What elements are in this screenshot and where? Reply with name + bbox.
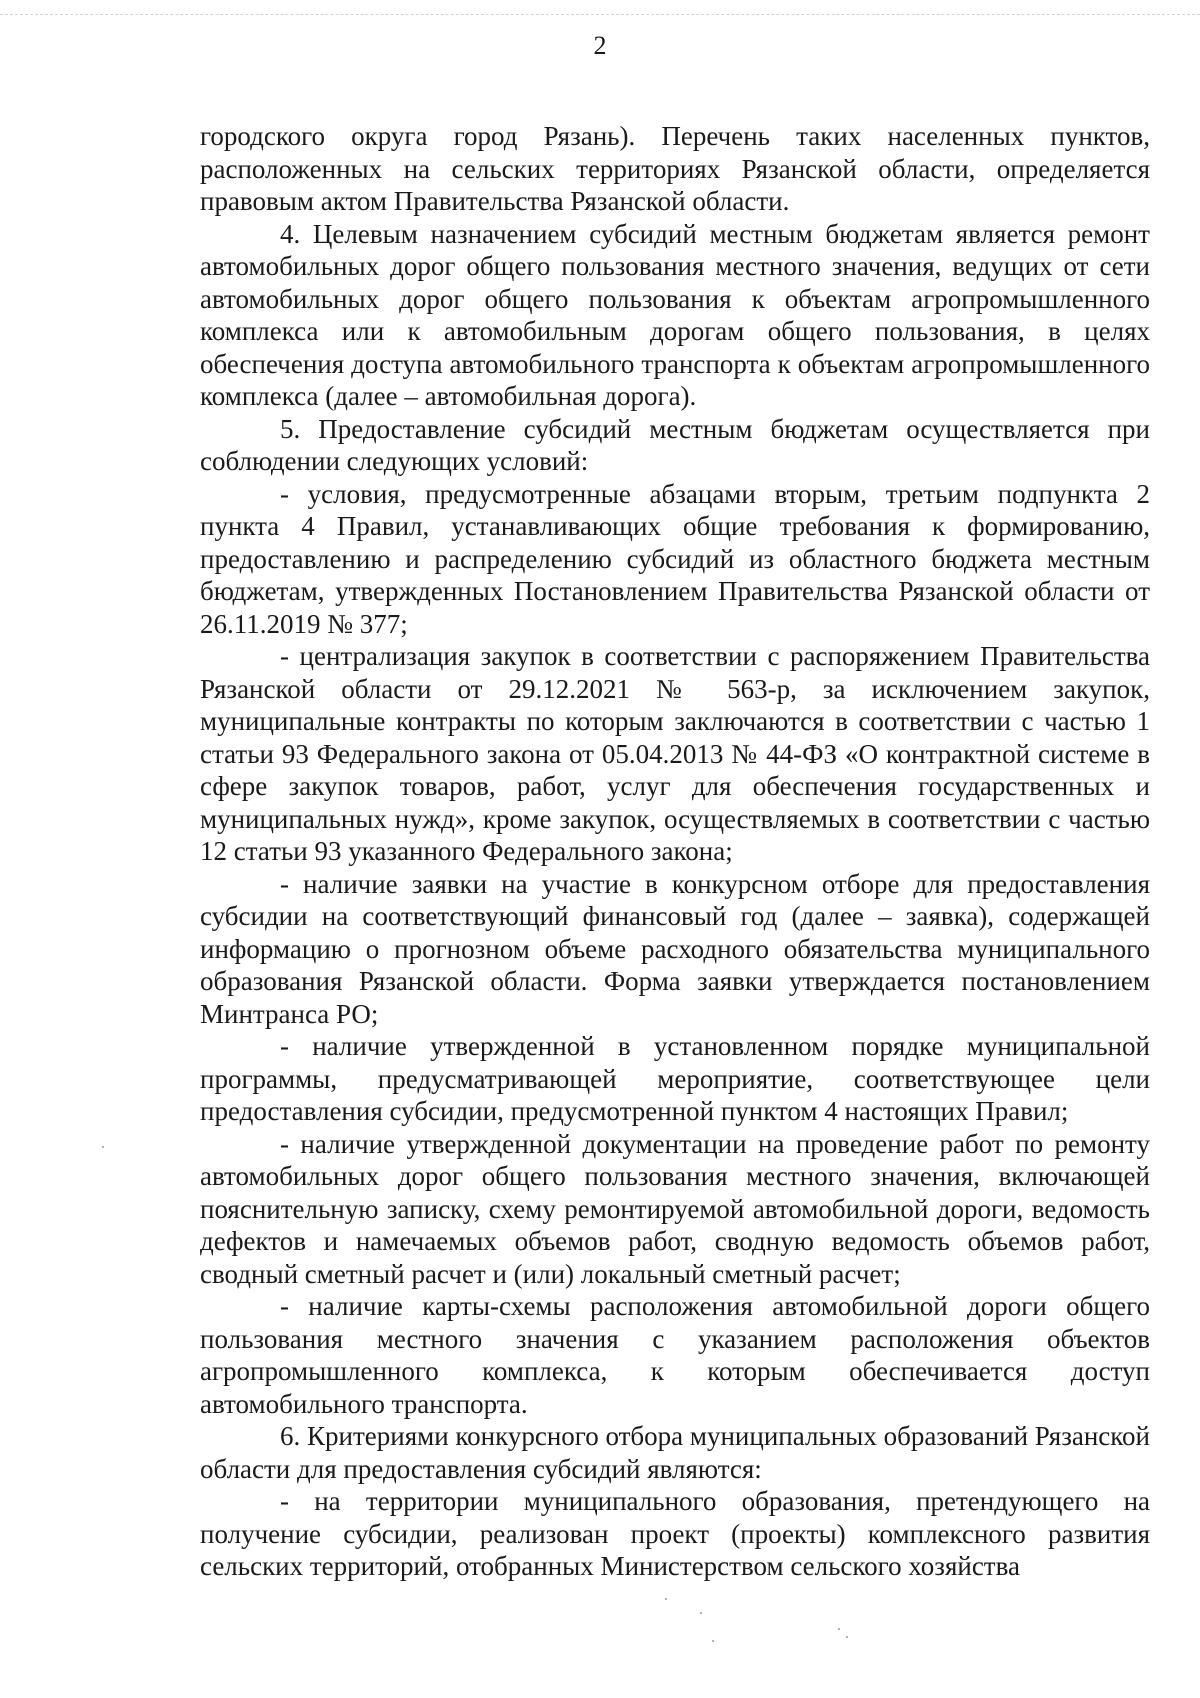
scan-speck: [102, 1146, 104, 1148]
scan-edge-artifact: [0, 14, 1200, 18]
paragraph-item-6: 6. Критериями конкурсного отбора муниципальных образований Рязанской области для предоставления субсидий являются:: [200, 1421, 1150, 1484]
scan-speck: [700, 1612, 702, 1614]
scan-speck: [712, 1640, 714, 1642]
paragraph-criterion-1: - на территории муниципального образования, претендующего на получение субсидии, реализован проект (проекты) комплексного развития сельских территорий, отобранных Министерством сельского хозяйства: [200, 1486, 1150, 1581]
scan-speck: [838, 1628, 840, 1630]
paragraph-item-4: 4. Целевым назначением субсидий местным бюджетам является ремонт автомобильных дорог общего пользования местного значения, ведущих от сети автомобильных дорог общего пользования к объектам агропромышленного комплекса или к автомобильным дорогам общего пользования, в целях обеспечения доступа автомобильного транспорта к объектам агропромышленного комплекса (далее – автомобильная дорога).: [200, 218, 1150, 411]
paragraph-item-5: 5. Предоставление субсидий местным бюджетам осуществляется при соблюдении следующих условий:: [200, 413, 1150, 476]
document-body: [200, 120, 1150, 1583]
paragraph-continuation: городского округа город Рязань). Перечень таких населенных пунктов, расположенных на сельских территориях Рязанской области, определяется правовым актом Правительства Рязанской области.: [200, 121, 1150, 216]
paragraph-condition-4: - наличие утвержденной в установленном порядке муниципальной программы, предусматривающей мероприятие, соответствующее цели предоставления субсидии, предусмотренной пунктом 4 настоящих Правил;: [200, 1031, 1150, 1126]
paragraph-condition-2: - централизация закупок в соответствии с распоряжением Правительства Рязанской области от 29.12.2021 № 563-р, за исключением закупок, муниципальные контракты по которым заключаются в соответствии с частью 1 статьи 93 Федерального закона от 05.04.2013 № 44-ФЗ «О контрактной системе в сфере закупок товаров, работ, услуг для обеспечения государственных и муниципальных нужд», кроме закупок, осуществляемых в соответствии с частью 12 статьи 93 указанного Федерального закона;: [200, 641, 1150, 866]
paragraph-condition-5: - наличие утвержденной документации на проведение работ по ремонту автомобильных дорог общего пользования местного значения, включающей пояснительную записку, схему ремонтируемой автомобильной дороги, ведомость дефектов и намечаемых объемов работ, сводную ведомость объемов работ, сводный сметный расчет и (или) локальный сметный расчет;: [200, 1128, 1150, 1289]
scan-speck: [846, 1636, 848, 1638]
page-number: 2: [593, 31, 607, 60]
scan-speck: [665, 1598, 667, 1600]
paragraph-condition-3: - наличие заявки на участие в конкурсном отборе для предоставления субсидии на соответствующий финансовый год (далее – заявка), содержащей информацию о прогнозном объеме расходного обязательства муниципального образования Рязанской области. Форма заявки утверждается постановлением Минтранса РО;: [200, 868, 1150, 1029]
paragraph-condition-1: - условия, предусмотренные абзацами вторым, третьим подпункта 2 пункта 4 Правил, устанавливающих общие требования к формированию, предоставлению и распределению субсидий из областного бюджета местным бюджетам, утвержденных Постановлением Правительства Рязанской области от 26.11.2019 № 377;: [200, 478, 1150, 639]
paragraph-condition-6: - наличие карты-схемы расположения автомобильной дороги общего пользования местного значения с указанием расположения объектов агропромышленного комплекса, к которым обеспечивается доступ автомобильного транспорта.: [200, 1291, 1150, 1419]
